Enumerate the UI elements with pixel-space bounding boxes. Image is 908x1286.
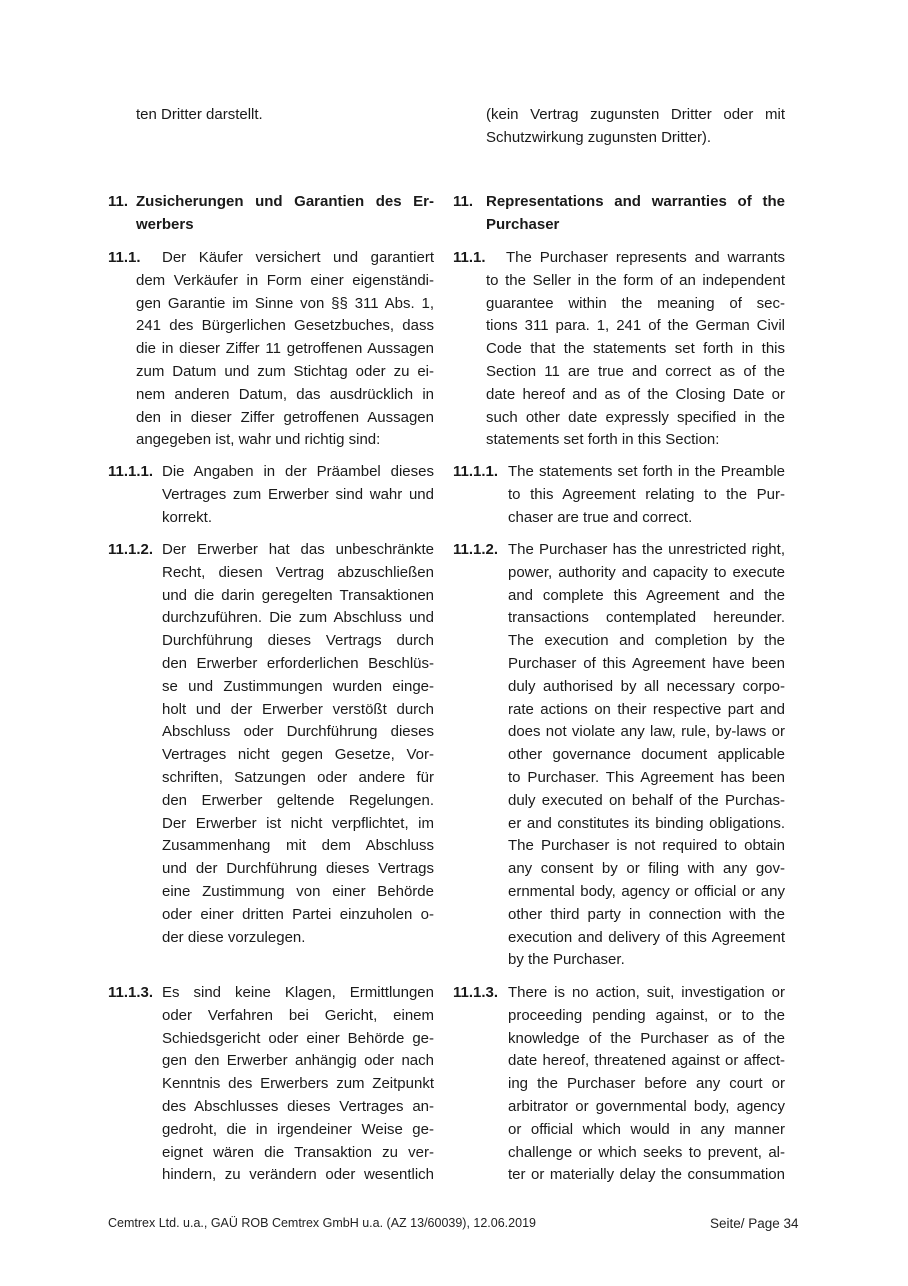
text-line: execution and delivery of this Agreement: [508, 928, 785, 946]
text-line: Recht, diesen Vertrag abzuschließen: [162, 563, 434, 581]
text-line: by the Purchaser.: [508, 951, 625, 969]
clause-number-en: 11.1.: [453, 249, 486, 266]
text-line: date hereof and as of the Closing Date or: [486, 385, 785, 403]
text-line: to the Seller in the form of an independent: [486, 271, 785, 289]
text-line: Der Käufer versichert und garantiert: [162, 249, 434, 266]
text-line: den Erwerber erforderlichen Beschlüs-: [162, 654, 434, 672]
text-line: den Erwerber geltende Regelungen.: [162, 791, 434, 809]
text-line: oder einer dritten Partei einzuholen o-: [162, 905, 434, 923]
text-line: duly authorised by all necessary corpo-: [508, 677, 785, 695]
clause-number-de: 11.1.2.: [108, 541, 154, 558]
text-line: gedroht, die in irgendeiner Weise ge-: [162, 1120, 434, 1138]
text-line: other third party in connection with the: [508, 905, 785, 923]
text-line: eine Zustimmung von einer Behörde: [162, 882, 434, 900]
text-line: Es sind keine Klagen, Ermittlungen: [162, 984, 434, 1001]
clause-number-en: 11.1.3.: [453, 984, 499, 1001]
text-line: The Purchaser has the unrestricted right,: [508, 541, 785, 558]
text-line: Schutzwirkung zugunsten Dritter).: [486, 128, 712, 146]
text-line: The Purchaser is not required to obtain: [508, 837, 785, 855]
text-line: durchzuführen. Die zum Abschluss und: [162, 609, 434, 627]
text-line: does not violate any law, rule, by-laws or: [508, 723, 785, 741]
text-line: ten Dritter darstellt.: [136, 106, 263, 123]
text-line: er and constitutes its binding obligations.: [508, 814, 785, 832]
text-line: ing the Purchaser before any court or: [508, 1075, 785, 1093]
footer-reference: Cemtrex Ltd. u.a., GAÜ ROB Cemtrex GmbH u.a. (AZ 13/60039), 12.06.2019: [108, 1216, 536, 1230]
clause-text-en: [508, 539, 785, 972]
clause-text-en: [508, 461, 785, 529]
text-line: Purchaser of this Agreement have been: [508, 654, 785, 672]
text-line: hindern, zu verändern oder wesentlich: [162, 1166, 434, 1184]
text-line: knowledge of the Purchaser as of the: [508, 1029, 785, 1047]
text-line: other governance document applicable: [508, 746, 785, 764]
clause-number-en: 11.1.1.: [453, 463, 499, 480]
section-number-en: 11.: [453, 193, 474, 210]
text-line: Kenntnis des Erwerbers zum Zeitpunkt: [162, 1075, 434, 1093]
clause-text-de: [136, 247, 434, 452]
text-line: date hereof, threatened against or affect-: [508, 1052, 785, 1070]
text-line: dem Verkäufer in Form einer eigenständi-: [136, 271, 434, 289]
clause-number-de: 11.1.: [108, 249, 141, 266]
text-line: Section 11 are true and correct as of the: [486, 362, 785, 380]
text-line: den in dieser Ziffer getroffenen Aussagen: [136, 408, 434, 426]
text-line: nem anderen Datum, das ausdrücklich in: [136, 385, 434, 403]
text-line: Die Angaben in der Präambel dieses: [162, 463, 434, 480]
section-title-de: [136, 191, 434, 237]
text-line: 241 des Bürgerlichen Gesetzbuches, dass: [136, 317, 434, 335]
text-line: Vertrages zum Erwerber sind wahr und: [162, 485, 434, 503]
heading-line: Representations and warranties of the: [486, 193, 785, 210]
section-number-de: 11.: [108, 193, 129, 210]
text-line: and complete this Agreement and the: [508, 586, 785, 604]
heading-line: Zusicherungen und Garantien des Er-: [136, 193, 434, 210]
text-line: der diese vorzulegen.: [162, 928, 306, 946]
text-line: Code that the statements set forth in this: [486, 340, 785, 358]
clause-text-en: [486, 247, 785, 452]
continuation-de: [136, 104, 434, 127]
text-line: zum Datum und zum Stichtag oder zu ei-: [136, 362, 434, 380]
text-line: Der Erwerber ist nicht verpflichtet, im: [162, 814, 434, 832]
text-line: Durchführung dieses Vertrags durch: [162, 632, 434, 650]
text-line: schriften, Satzungen oder andere für: [162, 768, 434, 786]
text-line: The execution and completion by the: [508, 632, 785, 650]
text-line: or official which would in any manner: [508, 1120, 785, 1138]
text-line: gen Garantie im Sinne von §§ 311 Abs. 1,: [136, 294, 434, 312]
text-line: duly executed on behalf of the Purchas-: [508, 791, 785, 809]
continuation-en: [486, 104, 785, 150]
text-line: Vertrages nicht gegen Gesetze, Vor-: [162, 746, 434, 764]
text-line: statements set forth in this Section:: [486, 431, 720, 449]
clause-number-de: 11.1.3.: [108, 984, 154, 1001]
text-line: any consent by or filing with any gov-: [508, 860, 785, 878]
clause-number-en: 11.1.2.: [453, 541, 499, 558]
text-line: ter or materially delay the consummation: [508, 1166, 785, 1184]
text-line: arbitrator or governmental body, agency: [508, 1097, 785, 1115]
text-line: angegeben ist, wahr und richtig sind:: [136, 431, 381, 449]
text-line: Zusammenhang mit dem Abschluss: [162, 837, 434, 855]
text-line: oder Verfahren bei Gericht, einem: [162, 1006, 434, 1024]
text-line: ernmental body, agency or official or any: [508, 882, 785, 900]
text-line: Abschluss oder Durchführung dieses: [162, 723, 434, 741]
text-line: There is no action, suit, investigation or: [508, 984, 785, 1001]
text-line: gen den Erwerber anhängig oder nach: [162, 1052, 434, 1070]
text-line: die in dieser Ziffer 11 getroffenen Aussagen: [136, 340, 434, 358]
section-title-en: [486, 191, 785, 237]
heading-line: werbers: [136, 215, 194, 233]
clause-text-de: [162, 461, 434, 529]
text-line: holt und der Erwerber verstößt durch: [162, 700, 434, 718]
text-line: des Abschlusses dieses Vertrages an-: [162, 1097, 434, 1115]
clause-text-de: [162, 982, 434, 1187]
text-line: challenge or which seeks to prevent, al-: [508, 1143, 785, 1161]
text-line: (kein Vertrag zugunsten Dritter oder mit: [486, 106, 785, 123]
text-line: power, authority and capacity to execute: [508, 563, 785, 581]
text-line: chaser are true and correct.: [508, 508, 693, 526]
text-line: tions 311 para. 1, 241 of the German Civil: [486, 317, 785, 335]
text-line: korrekt.: [162, 508, 213, 526]
text-line: Der Erwerber hat das unbeschränkte: [162, 541, 434, 558]
text-line: such other date expressly specified in the: [486, 408, 785, 426]
text-line: proceeding pending against, or to the: [508, 1006, 785, 1024]
clause-text-en: [508, 982, 785, 1187]
text-line: und die darin geregelten Transaktionen: [162, 586, 434, 604]
text-line: und der Durchführung dieses Vertrags: [162, 860, 434, 878]
text-line: Schiedsgericht oder einer Behörde ge-: [162, 1029, 434, 1047]
text-line: The Purchaser represents and warrants: [506, 249, 785, 266]
heading-line: Purchaser: [486, 215, 560, 233]
clause-number-de: 11.1.1.: [108, 463, 154, 480]
text-line: transactions contemplated hereunder.: [508, 609, 785, 627]
text-line: eignet wären die Transaktion zu ver-: [162, 1143, 434, 1161]
text-line: The statements set forth in the Preamble: [508, 463, 785, 480]
text-line: to this Agreement relating to the Pur-: [508, 485, 785, 503]
text-line: se und Zustimmungen wurden einge-: [162, 677, 434, 695]
clause-text-de: [162, 539, 434, 949]
text-line: rate actions on their respective part and: [508, 700, 785, 718]
page-number: Seite/ Page 34: [710, 1216, 799, 1231]
text-line: guarantee within the meaning of sec-: [486, 294, 785, 312]
text-line: to Purchaser. This Agreement has been: [508, 768, 785, 786]
